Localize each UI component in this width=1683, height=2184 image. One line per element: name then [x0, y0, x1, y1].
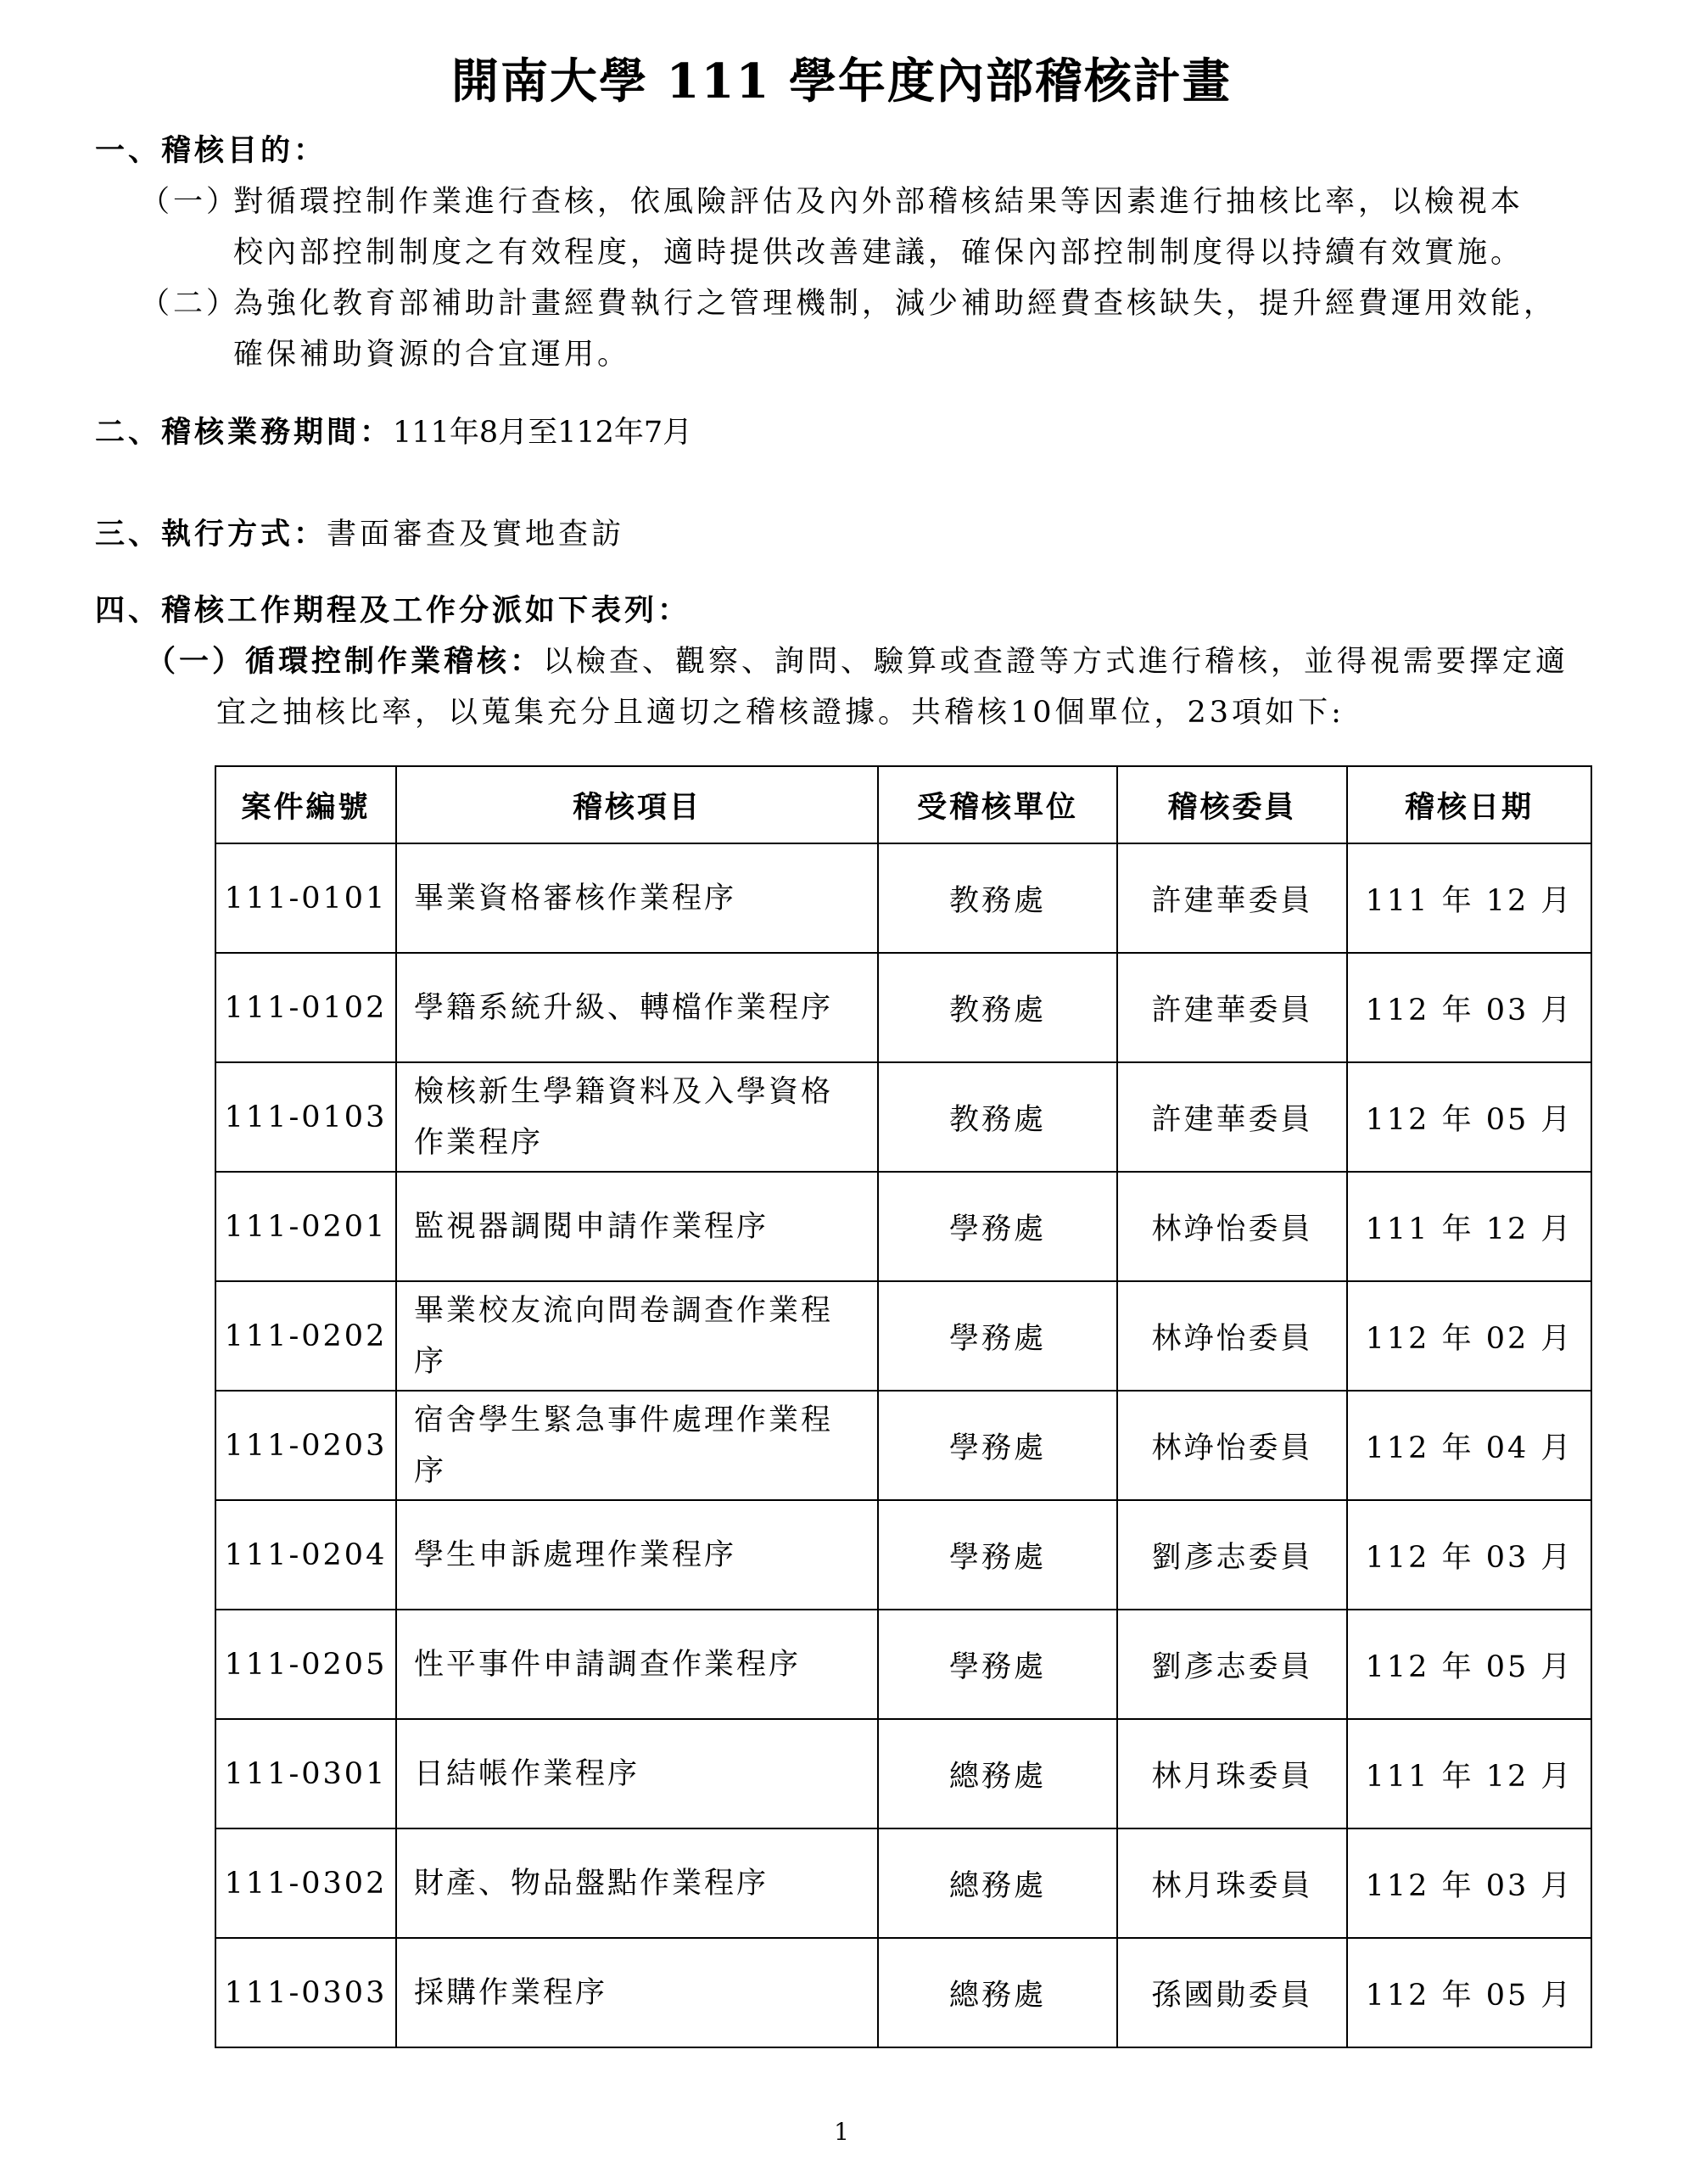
audit-item: 學籍系統升級、轉檔作業程序 — [396, 953, 878, 1062]
audit-date: 111 年 12 月 — [1347, 1172, 1591, 1281]
auditor: 林月珠委員 — [1117, 1719, 1347, 1828]
section-4-sub-line-1: 以檢查、觀察、詢問、驗算或查證等方式進行稽核，並得視需要擇定適 — [543, 645, 1569, 679]
audit-item: 畢業資格審核作業程序 — [396, 843, 878, 953]
audit-item: 性平事件申請調查作業程序 — [396, 1610, 878, 1719]
auditor: 林竫怡委員 — [1117, 1172, 1347, 1281]
audit-item: 學生申訴處理作業程序 — [396, 1500, 878, 1610]
auditor: 林竫怡委員 — [1117, 1391, 1347, 1500]
header-audit-item: 稽核項目 — [396, 766, 878, 843]
case-number: 111-0204 — [215, 1500, 396, 1610]
audit-date: 111 年 12 月 — [1347, 843, 1591, 953]
section-2-value: 111年8月至112年7月 — [393, 416, 693, 450]
table-row — [215, 1610, 1591, 1719]
table-row — [215, 1719, 1591, 1828]
case-number: 111-0103 — [215, 1062, 396, 1172]
section-4-sub — [146, 641, 1568, 682]
section-4-sub-heading: （一）循環控制作業稽核： — [146, 644, 544, 679]
audited-unit: 學務處 — [878, 1500, 1117, 1610]
section-1-item-1-line-2: 校內部控制制度之有效程度，適時提供改善建議，確保內部控制制度得以持續有效實施。 — [233, 236, 1524, 270]
document-title: 開南大學 111 學年度內部稽核計畫 — [451, 53, 1232, 109]
audit-item: 監視器調閱申請作業程序 — [396, 1172, 878, 1281]
case-number: 111-0203 — [215, 1391, 396, 1500]
section-1-item-2-line-1: 為強化教育部補助計畫經費執行之管理機制，減少補助經費查核缺失，提升經費運用效能， — [233, 287, 1557, 321]
case-number: 111-0302 — [215, 1828, 396, 1938]
section-3-value: 書面審查及實地查訪 — [327, 518, 625, 552]
auditor: 許建華委員 — [1117, 953, 1347, 1062]
audit-item: 財產、物品盤點作業程序 — [396, 1828, 878, 1938]
auditor: 林竫怡委員 — [1117, 1281, 1347, 1391]
audited-unit: 學務處 — [878, 1610, 1117, 1719]
audit-date: 112 年 04 月 — [1347, 1391, 1591, 1500]
audit-item: 宿舍學生緊急事件處理作業程序 — [396, 1391, 878, 1500]
case-number: 111-0102 — [215, 953, 396, 1062]
section-1-item-2-line-2: 確保補助資源的合宜運用。 — [233, 338, 631, 372]
auditor: 劉彥志委員 — [1117, 1500, 1347, 1610]
section-1-item-1-line-1: 對循環控制作業進行查核，依風險評估及內外部稽核結果等因素進行抽核比率，以檢視本 — [233, 185, 1524, 219]
audit-schedule-table — [215, 765, 1592, 2048]
audited-unit: 學務處 — [878, 1281, 1117, 1391]
section-4-sub-line-2: 宜之抽核比率，以蒐集充分且適切之稽核證據。共稽核10個單位，23項如下: — [216, 696, 1345, 730]
audited-unit: 教務處 — [878, 1062, 1117, 1172]
audit-item: 日結帳作業程序 — [396, 1719, 878, 1828]
audited-unit: 學務處 — [878, 1172, 1117, 1281]
case-number: 111-0301 — [215, 1719, 396, 1828]
audit-date: 112 年 05 月 — [1347, 1938, 1591, 2047]
audit-date: 112 年 03 月 — [1347, 1500, 1591, 1610]
table-header-row — [215, 766, 1591, 843]
audited-unit: 教務處 — [878, 953, 1117, 1062]
audited-unit: 教務處 — [878, 843, 1117, 953]
section-2 — [95, 412, 692, 453]
table-row — [215, 1281, 1591, 1391]
audit-date: 112 年 05 月 — [1347, 1610, 1591, 1719]
table-row — [215, 1828, 1591, 1938]
section-1-item-1-marker: （一） — [140, 185, 240, 219]
audit-date: 112 年 02 月 — [1347, 1281, 1591, 1391]
case-number: 111-0303 — [215, 1938, 396, 2047]
audited-unit: 總務處 — [878, 1938, 1117, 2047]
section-4-heading: 四、稽核工作期程及工作分派如下表列： — [95, 593, 691, 628]
auditor: 劉彥志委員 — [1117, 1610, 1347, 1719]
audit-date: 111 年 12 月 — [1347, 1719, 1591, 1828]
audited-unit: 學務處 — [878, 1391, 1117, 1500]
table-row — [215, 1172, 1591, 1281]
case-number: 111-0101 — [215, 843, 396, 953]
audit-item: 檢核新生學籍資料及入學資格作業程序 — [396, 1062, 878, 1172]
header-auditor: 稽核委員 — [1117, 766, 1347, 843]
case-number: 111-0201 — [215, 1172, 396, 1281]
audit-item: 採購作業程序 — [396, 1938, 878, 2047]
header-case-number: 案件編號 — [215, 766, 396, 843]
section-1-item-2-marker: （二） — [140, 287, 240, 321]
header-audit-date: 稽核日期 — [1347, 766, 1591, 843]
audit-item: 畢業校友流向問卷調查作業程序 — [396, 1281, 878, 1391]
table-row — [215, 843, 1591, 953]
case-number: 111-0202 — [215, 1281, 396, 1391]
section-1-heading: 一、稽核目的： — [95, 133, 327, 168]
auditor: 許建華委員 — [1117, 1062, 1347, 1172]
auditor: 林月珠委員 — [1117, 1828, 1347, 1938]
audited-unit: 總務處 — [878, 1828, 1117, 1938]
audit-date: 112 年 05 月 — [1347, 1062, 1591, 1172]
audit-date: 112 年 03 月 — [1347, 953, 1591, 1062]
audited-unit: 總務處 — [878, 1719, 1117, 1828]
table-row — [215, 1391, 1591, 1500]
section-2-heading: 二、稽核業務期間： — [95, 415, 394, 450]
table-row — [215, 1938, 1591, 2047]
section-3-heading: 三、執行方式： — [95, 517, 327, 552]
page-number: 1 — [834, 2118, 849, 2146]
auditor: 許建華委員 — [1117, 843, 1347, 953]
table-row — [215, 953, 1591, 1062]
case-number: 111-0205 — [215, 1610, 396, 1719]
table-row — [215, 1062, 1591, 1172]
section-3 — [95, 514, 624, 555]
auditor: 孫國勛委員 — [1117, 1938, 1347, 2047]
table-row — [215, 1500, 1591, 1610]
header-audited-unit: 受稽核單位 — [878, 766, 1117, 843]
audit-date: 112 年 03 月 — [1347, 1828, 1591, 1938]
